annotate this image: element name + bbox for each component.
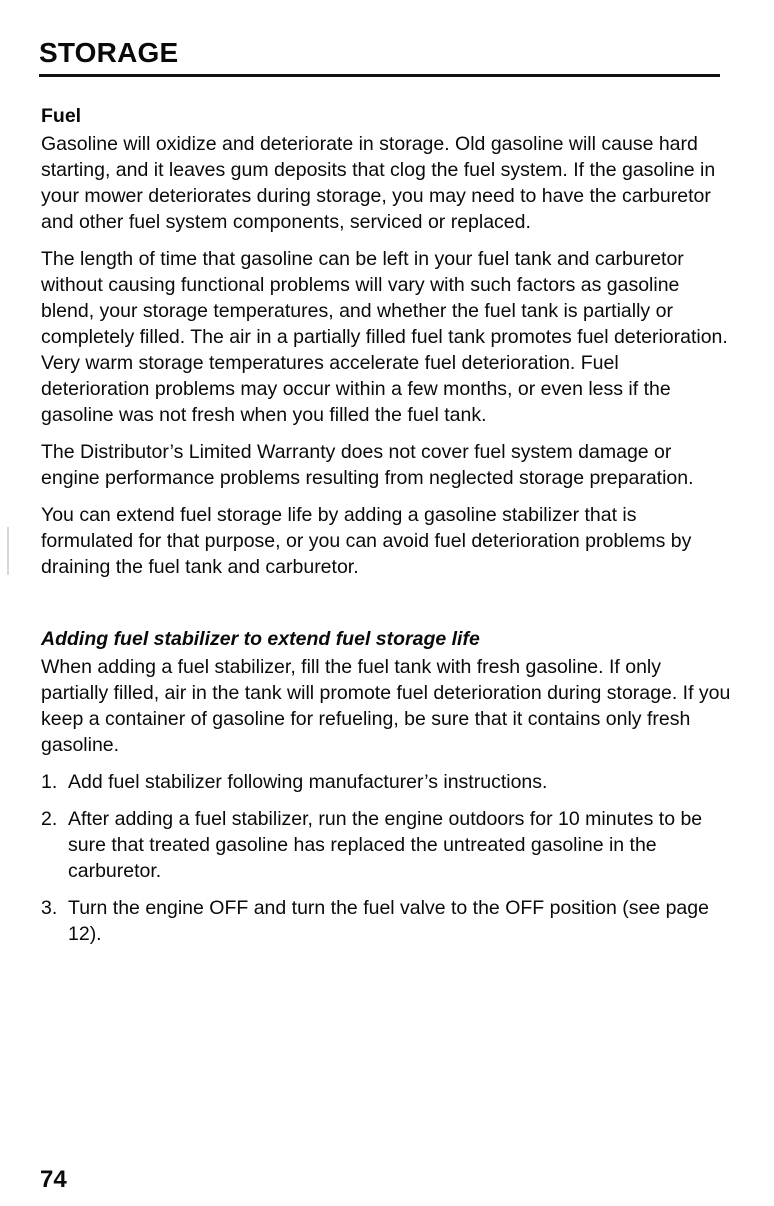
stabilizer-intro: When adding a fuel stabilizer, fill the fuel tank with fresh gasoline. If only partially filled, air in the tank will promote fuel deterioration during storage. If you keep a container of gasoline for refueling, be sure that it contains only fresh gasoline.: [41, 656, 731, 756]
fuel-paragraph-1: Gasoline will oxidize and deteriorate in storage. Old gasoline will cause hard starting, and it leaves gum deposits that clog the fuel system. If the gasoline in your mower deteriorates during storage, you may need to have the carburetor and other fuel system components, serviced or replaced.: [41, 133, 716, 233]
section-title: STORAGE: [39, 37, 179, 68]
stabilizer-steps-list: [41, 769, 731, 947]
stabilizer-heading: Adding fuel stabilizer to extend fuel storage life: [41, 628, 480, 650]
fuel-paragraph-2: The length of time that gasoline can be left in your fuel tank and carburetor without causing functional problems will vary with such factors as gasoline blend, your storage temperatures, and whether the fuel tank is partially or completely filled. The air in a partially filled fuel tank promotes fuel deterioration. Very warm storage temperatures accelerate fuel deterioration. Fuel deterioration problems may occur within a few months, or even less if the gasoline was not fresh when you filled the fuel tank.: [41, 248, 728, 426]
list-item: [41, 769, 731, 795]
step-number: 3.: [41, 897, 58, 919]
step-number: 2.: [41, 808, 58, 830]
list-item: [41, 806, 731, 884]
step-text: Turn the engine OFF and turn the fuel valve to the OFF position (see page 12).: [68, 897, 709, 945]
step-text: After adding a fuel stabilizer, run the engine outdoors for 10 minutes to be sure that treated gasoline has replaced the untreated gasoline in the carburetor.: [68, 808, 703, 882]
fuel-paragraph-4: You can extend fuel storage life by adding a gasoline stabilizer that is formulated for that purpose, or you can avoid fuel deterioration problems by draining the fuel tank and carburetor.: [41, 504, 692, 578]
fuel-paragraph-3: The Distributor’s Limited Warranty does not cover fuel system damage or engine performance problems resulting from neglected storage preparation.: [41, 441, 694, 489]
step-text: Add fuel stabilizer following manufacturer’s instructions.: [68, 771, 548, 793]
page-number: 74: [40, 1166, 67, 1193]
title-rule: [39, 74, 720, 77]
scan-margin-mark: [7, 527, 9, 575]
page-content: [41, 103, 731, 958]
list-item: [41, 895, 731, 947]
fuel-heading: Fuel: [41, 105, 82, 127]
step-number: 1.: [41, 771, 58, 793]
